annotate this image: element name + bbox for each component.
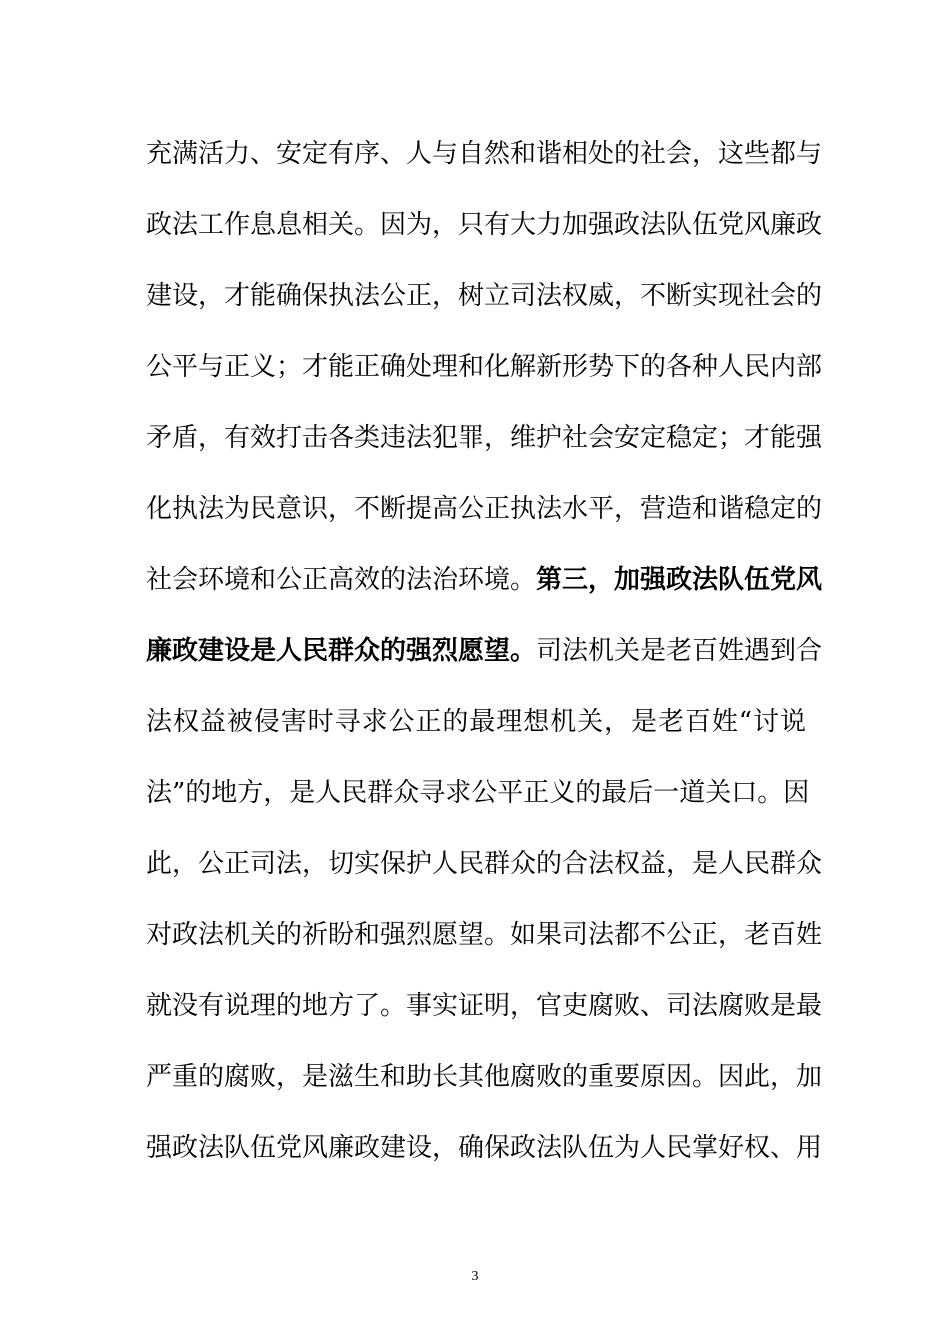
body-text-line: 政法工作息息相关。因为，只有大力加强政法队伍党风廉政 <box>146 210 823 240</box>
body-text-line <box>146 634 823 668</box>
normal-text-segment: 司法机关是老百姓遇到合 <box>536 636 823 666</box>
body-text-line: 对政法机关的祈盼和强烈愿望。如果司法都不公正，老百姓 <box>146 920 823 950</box>
body-text-line <box>146 563 823 597</box>
body-text-line: 矛盾，有效打击各类违法犯罪，维护社会安定稳定；才能强 <box>146 423 823 453</box>
body-text-line: 建设，才能确保执法公正，树立司法权威，不断实现社会的 <box>146 281 823 311</box>
body-text-line: 法权益被侵害时寻求公正的最理想机关，是老百姓“讨说 <box>146 707 806 737</box>
body-text-line: 公平与正义；才能正确处理和化解新形势下的各种人民内部 <box>146 352 823 382</box>
body-text-line: 化执法为民意识，不断提高公正执法水平，营造和谐稳定的 <box>146 494 823 524</box>
normal-text-segment: 社会环境和公正高效的法治环境。 <box>146 565 537 595</box>
body-text-line: 此，公正司法，切实保护人民群众的合法权益，是人民群众 <box>146 849 823 879</box>
bold-heading-segment: 廉政建设是人民群众的强烈愿望。 <box>146 636 537 666</box>
page-number: 3 <box>471 1269 479 1284</box>
body-text-line: 就没有说理的地方了。事实证明，官吏腐败、司法腐败是最 <box>146 991 823 1021</box>
body-text-line: 强政法队伍党风廉政建设，确保政法队伍为人民掌好权、用 <box>146 1133 823 1163</box>
body-text-line: 严重的腐败，是滋生和助长其他腐败的重要原因。因此，加 <box>146 1062 823 1092</box>
body-text-line: 充满活力、安定有序、人与自然和谐相处的社会，这些都与 <box>146 139 823 169</box>
bold-heading-segment: 第三，加强政法队伍党风 <box>536 565 823 595</box>
body-text-line: 法”的地方，是人民群众寻求公平正义的最后一道关口。因 <box>146 778 810 808</box>
